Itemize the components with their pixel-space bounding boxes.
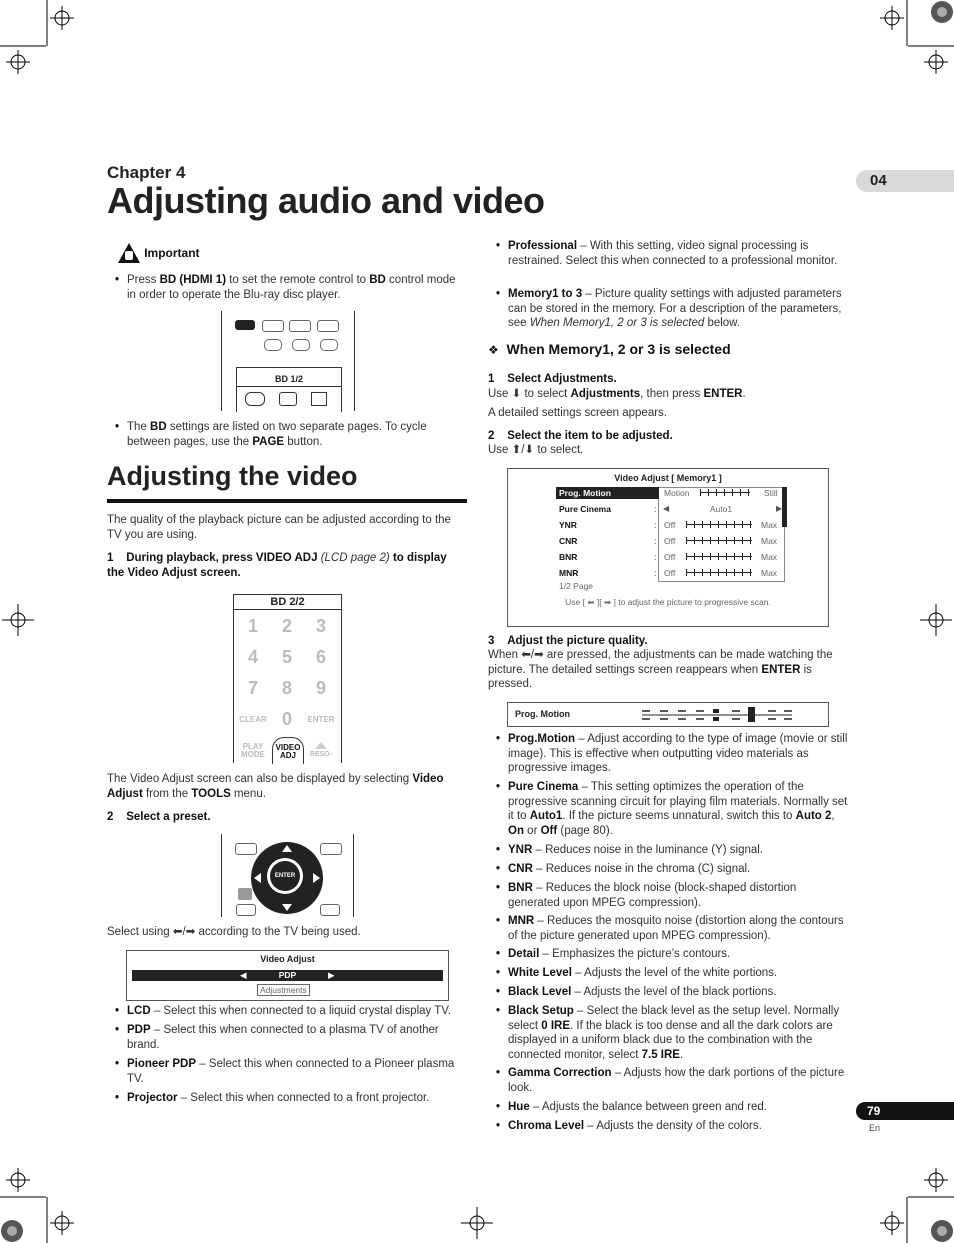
slider-min-label: Off [664, 552, 676, 562]
memory-bullet: • Memory1 to 3 – Picture quality settings with adjusted parameters can be stored in the memory. For a description of the parameters, see When Memory1, 2 or 3 is selected below. [488, 287, 848, 331]
slider-min-label: Off [664, 520, 676, 530]
memory-row-mnr[interactable]: MNR : Off Max [556, 565, 788, 581]
left-triangle-icon: ◀ [240, 970, 247, 980]
slider-track[interactable] [700, 492, 750, 493]
chapter-label: Chapter 4 [107, 163, 186, 182]
slider-min-label: Off [664, 536, 676, 546]
param-ynr: • YNR – Reduces noise in the luminance (Y) signal. [488, 843, 848, 858]
memory-row-label: BNR [559, 552, 578, 562]
memory-step3: 3 Adjust the picture quality. [488, 635, 648, 647]
select-instruction: Select using ⬅/➡ according to the TV being used. [107, 926, 361, 938]
section-rule [107, 499, 467, 503]
bd-hdmi1-button [235, 320, 255, 330]
memory-page-indicator: 1/2 Page [559, 581, 594, 591]
param-black-setup: • Black Setup – Select the black level as the setup level. Normally select 0 IRE. If the black is too dense and all the dark colors are displayed in a uniform black due to the combination with the connected monitor, select 7.5 IRE. [488, 1004, 848, 1062]
preset-projector: • Projector – Select this when connected to a front projector. [107, 1091, 467, 1106]
key-7: 7 [247, 678, 258, 698]
key-enter: ENTER [307, 715, 335, 724]
param-chroma-level: • Chroma Level – Adjusts the density of the colors. [488, 1119, 848, 1134]
memory-row-label: YNR [559, 520, 577, 530]
right-arrow-icon: ➡ [603, 597, 612, 607]
section-intro: The quality of the playback picture can be adjusted according to the TV you are using. [107, 514, 451, 541]
diamond-icon: ❖ [488, 343, 499, 357]
play-mode-key: PLAY MODE [241, 742, 265, 759]
key-2: 2 [281, 616, 292, 636]
param-bnr: • BNR – Reduces the block noise (block-shaped distortion generated upon MPEG compression). [488, 881, 848, 910]
memory-row-value: Auto1 [709, 504, 733, 514]
slider-max-label: Still [764, 488, 778, 498]
up-arrow-icon [282, 845, 292, 852]
page-title: Adjusting audio and video [107, 180, 545, 221]
prog-motion-screen [507, 702, 829, 727]
slider-max-label: Max [761, 536, 778, 546]
lcd-display-page1: BD 1/2 [274, 374, 303, 384]
memory-screen-title: Video Adjust [ Memory1 ] [614, 473, 722, 483]
memory-step2: 2 Select the item to be adjusted. [488, 430, 673, 442]
video-adjust-title: Video Adjust [260, 954, 315, 964]
param-detail: • Detail – Emphasizes the picture’s contours. [488, 947, 848, 962]
memory-screen-hint: Use [ ⬅ ][ ➡ ] to adjust the picture to progressive scan. [565, 597, 771, 607]
important-heading [117, 242, 200, 264]
left-arrow-icon [254, 873, 261, 883]
important-label: Important [144, 245, 200, 260]
down-arrow-icon [282, 904, 292, 911]
section-heading: Adjusting the video [107, 461, 358, 491]
important-icon [117, 242, 141, 264]
enter-button: ENTER [270, 861, 300, 891]
memory-step1-note: A detailed settings screen appears. [488, 407, 668, 419]
adjustments-item[interactable]: Adjustments [257, 984, 310, 996]
param-black-level: • Black Level – Adjusts the level of the black portions. [488, 985, 848, 1000]
memory-row-bnr[interactable]: BNR : Off Max [556, 549, 788, 565]
param-gamma-correction: • Gamma Correction – Adjusts how the dark portions of the picture look. [488, 1066, 848, 1095]
page-number: 79 [856, 1102, 954, 1120]
slider-track[interactable] [686, 524, 752, 525]
key-5: 5 [281, 647, 292, 667]
param-prog-motion: • Prog.Motion – Adjust according to the type of image (movie or still image). This is effective when outputting video materials as progressive images. [488, 732, 848, 776]
left-arrow-icon: ⬅ [587, 597, 595, 607]
video-adj-key: VIDEO ADJ [272, 737, 304, 764]
memory-step2-detail: Use ⬆/⬇ to select. [488, 444, 584, 456]
param-cnr: • CNR – Reduces noise in the chroma (C) signal. [488, 862, 848, 877]
memory-row-prog-motion[interactable]: Prog. Motion : Motion Still [556, 485, 788, 501]
up-down-arrows-icon: ⬆/⬇ [511, 444, 535, 456]
right-triangle-icon: ▶ [328, 970, 335, 980]
key-8: 8 [281, 678, 292, 698]
slider-track[interactable] [686, 556, 752, 557]
key-0: 0 [281, 709, 292, 729]
memory-row-label: Pure Cinema [559, 504, 611, 514]
tools-menu-note: The Video Adjust screen can also be displayed by selecting Video Adjust from the TOOLS menu. [107, 773, 444, 800]
preset-lcd: • LCD – Select this when connected to a liquid crystal display TV. [107, 1004, 467, 1019]
right-triangle-icon: ▶ [776, 504, 783, 513]
memory-step1-detail: Use ⬇ to select Adjustments, then press ENTER. [488, 388, 746, 400]
step1: 1 During playback, press VIDEO ADJ (LCD page 2) to display the Video Adjust screen. [107, 552, 447, 579]
language-label: En [869, 1123, 881, 1133]
param-pure-cinema: • Pure Cinema – This setting optimizes the operation of the progressive scanning circuit for playing film materials. Normally set it to Auto1. If the picture seems unnatural, switch this to Auto 2, On or Off (page 80). [488, 780, 848, 838]
slider-max-label: Max [761, 552, 778, 562]
memory-step1: 1 Select Adjustments. [488, 373, 617, 385]
slider-max-label: Max [761, 568, 778, 578]
left-triangle-icon: ◀ [663, 504, 670, 513]
key-4: 4 [247, 647, 258, 667]
resolution-key: RESO- [306, 739, 336, 763]
step2: 2 Select a preset. [107, 811, 211, 823]
direction-pad [251, 842, 323, 914]
memory-row-ynr[interactable]: YNR : Off Max [556, 517, 788, 533]
memory-row-cnr[interactable]: CNR : Off Max [556, 533, 788, 549]
preset-pioneer-pdp: • Pioneer PDP – Select this when connected to a Pioneer plasma TV. [107, 1057, 467, 1086]
slider-track[interactable] [686, 572, 752, 573]
lcd-display-page2: BD 2/2 [270, 596, 305, 608]
preset-selector[interactable]: ◀ PDP ▶ [132, 970, 443, 981]
subsection-heading: ❖ When Memory1, 2 or 3 is selected [488, 341, 731, 357]
professional-bullet: • Professional – With this setting, video signal processing is restrained. Select this when connected to a professional monitor. [488, 239, 848, 268]
param-hue: • Hue – Adjusts the balance between green and red. [488, 1100, 848, 1115]
remote-dpad-illustration [221, 834, 354, 917]
param-mnr: • MNR – Reduces the mosquito noise (distortion along the contours of the picture generated upon MPEG compression). [488, 914, 848, 943]
memory-row-label: Prog. Motion [556, 487, 659, 499]
important-bullet-1: • Press BD (HDMI 1) to set the remote control to BD control mode in order to operate the Blu-ray disc player. [107, 273, 467, 302]
slider-max-label: Max [761, 520, 778, 530]
down-arrow-icon: ⬇ [511, 388, 522, 400]
preset-pdp: • PDP – Select this when connected to a plasma TV of another brand. [107, 1023, 467, 1052]
memory-row-label: CNR [559, 536, 578, 546]
left-right-arrows-icon: ⬅/➡ [521, 649, 544, 661]
key-9: 9 [315, 678, 326, 698]
slider-track[interactable] [686, 540, 752, 541]
right-arrow-icon [313, 873, 320, 883]
video-adjust-screen [126, 950, 449, 1001]
important-bullet-2: • The BD settings are listed on two separate pages. To cycle between pages, use the PAGE button. [107, 420, 467, 449]
memory-settings-screen [507, 468, 829, 627]
memory-row-label: MNR [559, 568, 579, 578]
key-clear: CLEAR [239, 715, 267, 724]
slider-min-label: Off [664, 568, 676, 578]
key-3: 3 [315, 616, 326, 636]
prog-motion-label: Prog. Motion [515, 709, 570, 719]
memory-row-pure-cinema[interactable]: Pure Cinema : ◀ Auto1 ▶ [556, 501, 788, 517]
memory-step3-detail: When ⬅/➡ are pressed, the adjustments can be made watching the picture. The detailed settings screen reappears when ENTER is pressed. [488, 649, 833, 690]
chapter-tab: 04 [856, 170, 954, 192]
left-right-arrows-icon: ⬅/➡ [172, 926, 196, 938]
key-6: 6 [315, 647, 326, 667]
remote-keypad-illustration [233, 594, 342, 763]
param-white-level: • White Level – Adjusts the level of the white portions. [488, 966, 848, 981]
remote-illustration-top [221, 311, 355, 411]
slider-min-label: Motion [664, 488, 690, 498]
key-1: 1 [247, 616, 258, 636]
prog-motion-slider[interactable] [638, 706, 798, 723]
